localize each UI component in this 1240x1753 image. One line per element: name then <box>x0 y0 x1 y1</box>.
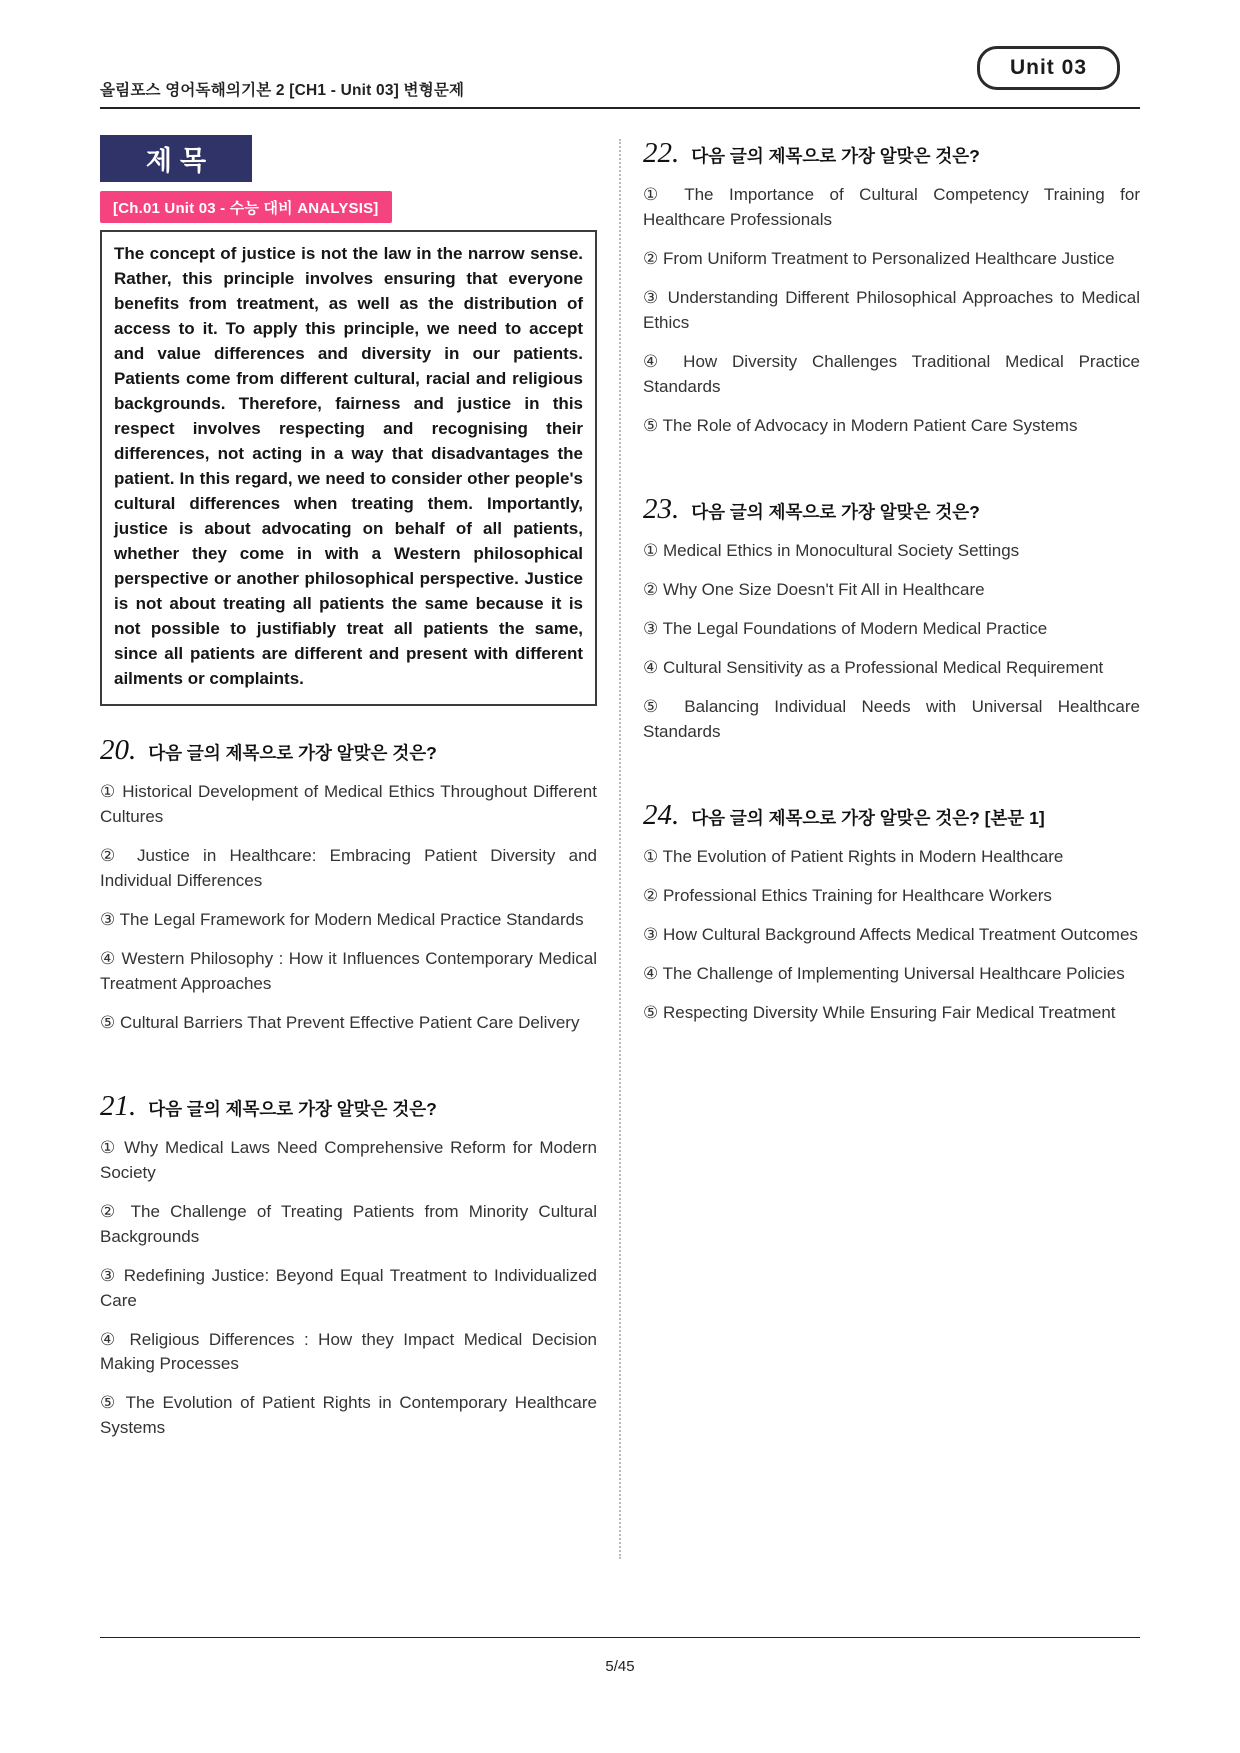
question-prompt: 다음 글의 제목으로 가장 알맞은 것은? <box>691 146 980 166</box>
answer-option: ① The Importance of Cultural Competency Training for Healthcare Professionals <box>643 185 1140 229</box>
question-header <box>100 733 597 766</box>
answer-option: ② From Uniform Treatment to Personalized Healthcare Justice <box>643 248 1115 268</box>
answer-option: ④ Western Philosophy : How it Influences Contemporary Medical Treatment Approaches <box>100 948 597 993</box>
question-24 <box>643 798 1140 1026</box>
answer-option: ⑤ Balancing Individual Needs with Universal Healthcare Standards <box>643 696 1140 741</box>
answer-option: ④ How Diversity Challenges Traditional Medical Practice Standards <box>643 351 1140 396</box>
header-title: 올림포스 영어독해의기본 2 [CH1 - Unit 03] 변형문제 <box>100 82 465 99</box>
answer-option: ④ Cultural Sensitivity as a Professional Medical Requirement <box>643 657 1104 677</box>
answer-option: ⑤ Respecting Diversity While Ensuring Fair Medical Treatment <box>643 1002 1116 1022</box>
answer-option: ① Why Medical Laws Need Comprehensive Reform for Modern Society <box>100 1137 597 1182</box>
footer-divider <box>100 1637 1140 1638</box>
answer-option: ③ The Legal Foundations of Modern Medical Practice <box>643 618 1048 638</box>
page-footer <box>100 1637 1140 1675</box>
answer-option: ② The Challenge of Treating Patients from Minority Cultural Backgrounds <box>100 1201 597 1246</box>
answer-option: ① The Evolution of Patient Rights in Modern Healthcare <box>643 846 1064 866</box>
question-number: 20. <box>100 733 137 766</box>
unit-badge: Unit 03 <box>977 46 1120 90</box>
right-column <box>643 135 1140 1040</box>
analysis-badge: [Ch.01 Unit 03 - 수능 대비 ANALYSIS] <box>100 191 392 223</box>
question-prompt: 다음 글의 제목으로 가장 알맞은 것은? <box>691 501 980 522</box>
question-21 <box>100 1089 597 1442</box>
section-title-box: 제목 <box>100 135 252 182</box>
answer-option: ① Historical Development of Medical Ethics Throughout Different Cultures <box>100 781 597 826</box>
question-header <box>643 798 1140 831</box>
answer-option: ⑤ The Evolution of Patient Rights in Contemporary Healthcare Systems <box>100 1393 597 1438</box>
answer-option: ② Justice in Healthcare: Embracing Patient Diversity and Individual Differences <box>100 845 597 890</box>
question-header <box>643 139 1140 168</box>
question-prompt: 다음 글의 제목으로 가장 알맞은 것은? <box>148 742 437 763</box>
answer-option: ② Why One Size Doesn't Fit All in Healthcare <box>643 579 985 599</box>
passage-box: The concept of justice is not the law in the narrow sense. Rather, this principle involves ensuring that everyone benefits from treatment, as well as the distribution of access to it. To apply this principle, we need to accept and value differences and diversity in our patients. Patients come from different cultural, racial and religious backgrounds. Therefore, fairness and justice in this respect involves respecting and recognising their differences, not acting in a way that disadvantages the patient. In this regard, we need to consider other people's cultural differences when treating them. Importantly, justice is about advocating on behalf of all patients, whether they come in with a Western philosophical perspective or another philosophical perspective. Justice is not about treating all patients the same because it is not possible to justifiably treat all patients the same, since all patients are different and present with different ailments or complaints. <box>100 230 597 706</box>
answer-option: ④ Religious Differences : How they Impact Medical Decision Making Processes <box>100 1329 597 1374</box>
answer-option: ③ How Cultural Background Affects Medical Treatment Outcomes <box>643 924 1138 944</box>
question-23 <box>643 492 1140 745</box>
page-number: 5/45 <box>605 1658 635 1675</box>
question-number: 21. <box>100 1089 137 1122</box>
question-header <box>643 492 1140 525</box>
question-number: 22. <box>643 137 680 169</box>
left-column <box>100 135 597 1455</box>
question-20 <box>100 733 597 1036</box>
answer-option: ③ Redefining Justice: Beyond Equal Treatment to Individualized Care <box>100 1265 597 1310</box>
question-22 <box>643 139 1140 439</box>
question-number: 24. <box>643 798 680 831</box>
column-divider <box>619 139 621 1559</box>
question-number: 23. <box>643 492 680 525</box>
answer-option: ⑤ Cultural Barriers That Prevent Effective Patient Care Delivery <box>100 1012 580 1032</box>
answer-option: ③ Understanding Different Philosophical Approaches to Medical Ethics <box>643 287 1140 332</box>
answer-option: ① Medical Ethics in Monocultural Society Settings <box>643 540 1020 560</box>
content-columns <box>0 109 1240 1559</box>
answer-option: ② Professional Ethics Training for Healthcare Workers <box>643 885 1052 905</box>
answer-option: ④ The Challenge of Implementing Universal Healthcare Policies <box>643 963 1125 983</box>
answer-option: ⑤ The Role of Advocacy in Modern Patient Care Systems <box>643 415 1078 435</box>
question-header <box>100 1089 597 1122</box>
question-prompt: 다음 글의 제목으로 가장 알맞은 것은? <box>148 1098 437 1119</box>
question-prompt: 다음 글의 제목으로 가장 알맞은 것은? [본문 1] <box>691 807 1045 828</box>
answer-option: ③ The Legal Framework for Modern Medical Practice Standards <box>100 909 584 929</box>
